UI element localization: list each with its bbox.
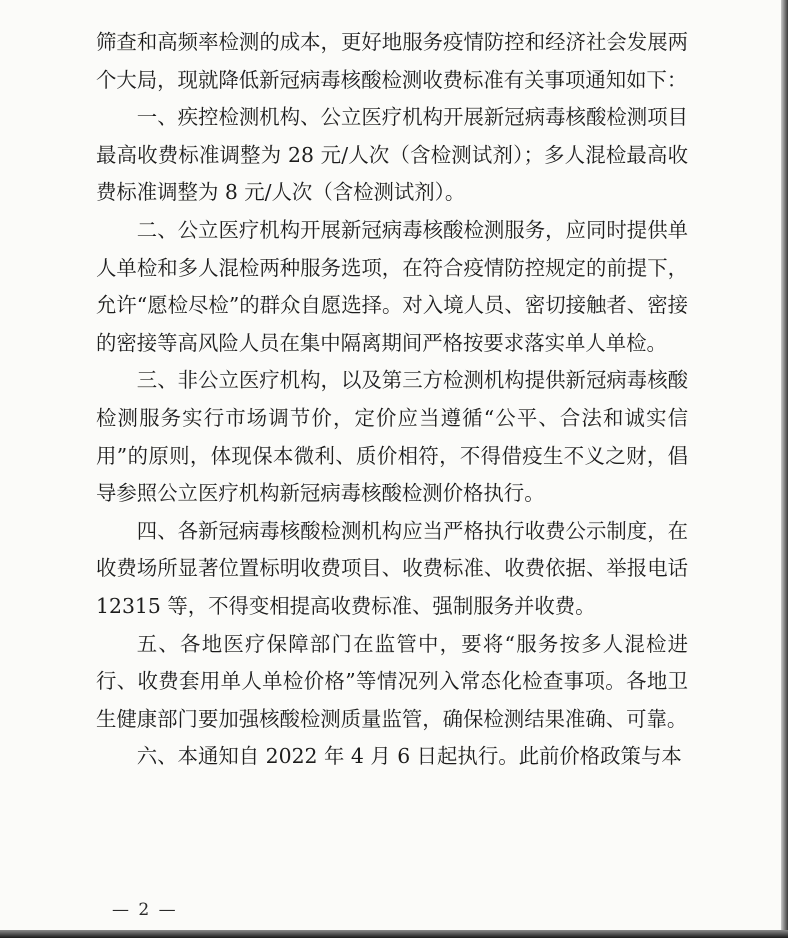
- paragraph-item-4: 四、各新冠病毒核酸检测机构应当严格执行收费公示制度，在收费场所显著位置标明收费项目、收费标准、收费依据、举报电话 12315 等，不得变相提高收费标准、强制服务并收费。: [96, 518, 688, 618]
- paragraph-item-1: 一、疾控检测机构、公立医疗机构开展新冠病毒核酸检测项目最高收费标准调整为 28 元/人次（含检测试剂）；多人混检最高收费标准调整为 8 元/人次（含检测试剂）。: [96, 105, 688, 205]
- paragraph-item-6: 六、本通知自 2022 年 4 月 6 日起执行。此前价格政策与本: [136, 744, 682, 769]
- document-body: [96, 24, 688, 776]
- paragraph-item-2: 二、公立医疗机构开展新冠病毒核酸检测服务，应同时提供单人单检和多人混检两种服务选项，在符合疫情防控规定的前提下，允许“愿检尽检”的群众自愿选择。对入境人员、密切接触者、密接的密接等高风险人员在集中隔离期间严格按要求落实单人单检。: [96, 217, 688, 355]
- scan-edge-right: [781, 0, 788, 938]
- paragraph-item-5: 五、各地医疗保障部门在监管中，要将“服务按多人混检进行、收费套用单人单检价格”等情况列入常态化检查事项。各地卫生健康部门要加强核酸检测质量监管，确保检测结果准确、可靠。: [96, 631, 688, 731]
- paragraph-intro: 筛查和高频率检测的成本，更好地服务疫情防控和经济社会发展两个大局，现就降低新冠病毒核酸检测收费标准有关事项通知如下：: [96, 30, 688, 92]
- page-number: — 2 —: [112, 900, 178, 920]
- scan-edge-bottom: [0, 930, 788, 938]
- paragraph-item-3: 三、非公立医疗机构，以及第三方检测机构提供新冠病毒核酸检测服务实行市场调节价，定价应当遵循“公平、合法和诚实信用”的原则，体现保本微利、质价相符，不得借疫生不义之财，倡导参照公立医疗机构新冠病毒核酸检测价格执行。: [96, 368, 688, 506]
